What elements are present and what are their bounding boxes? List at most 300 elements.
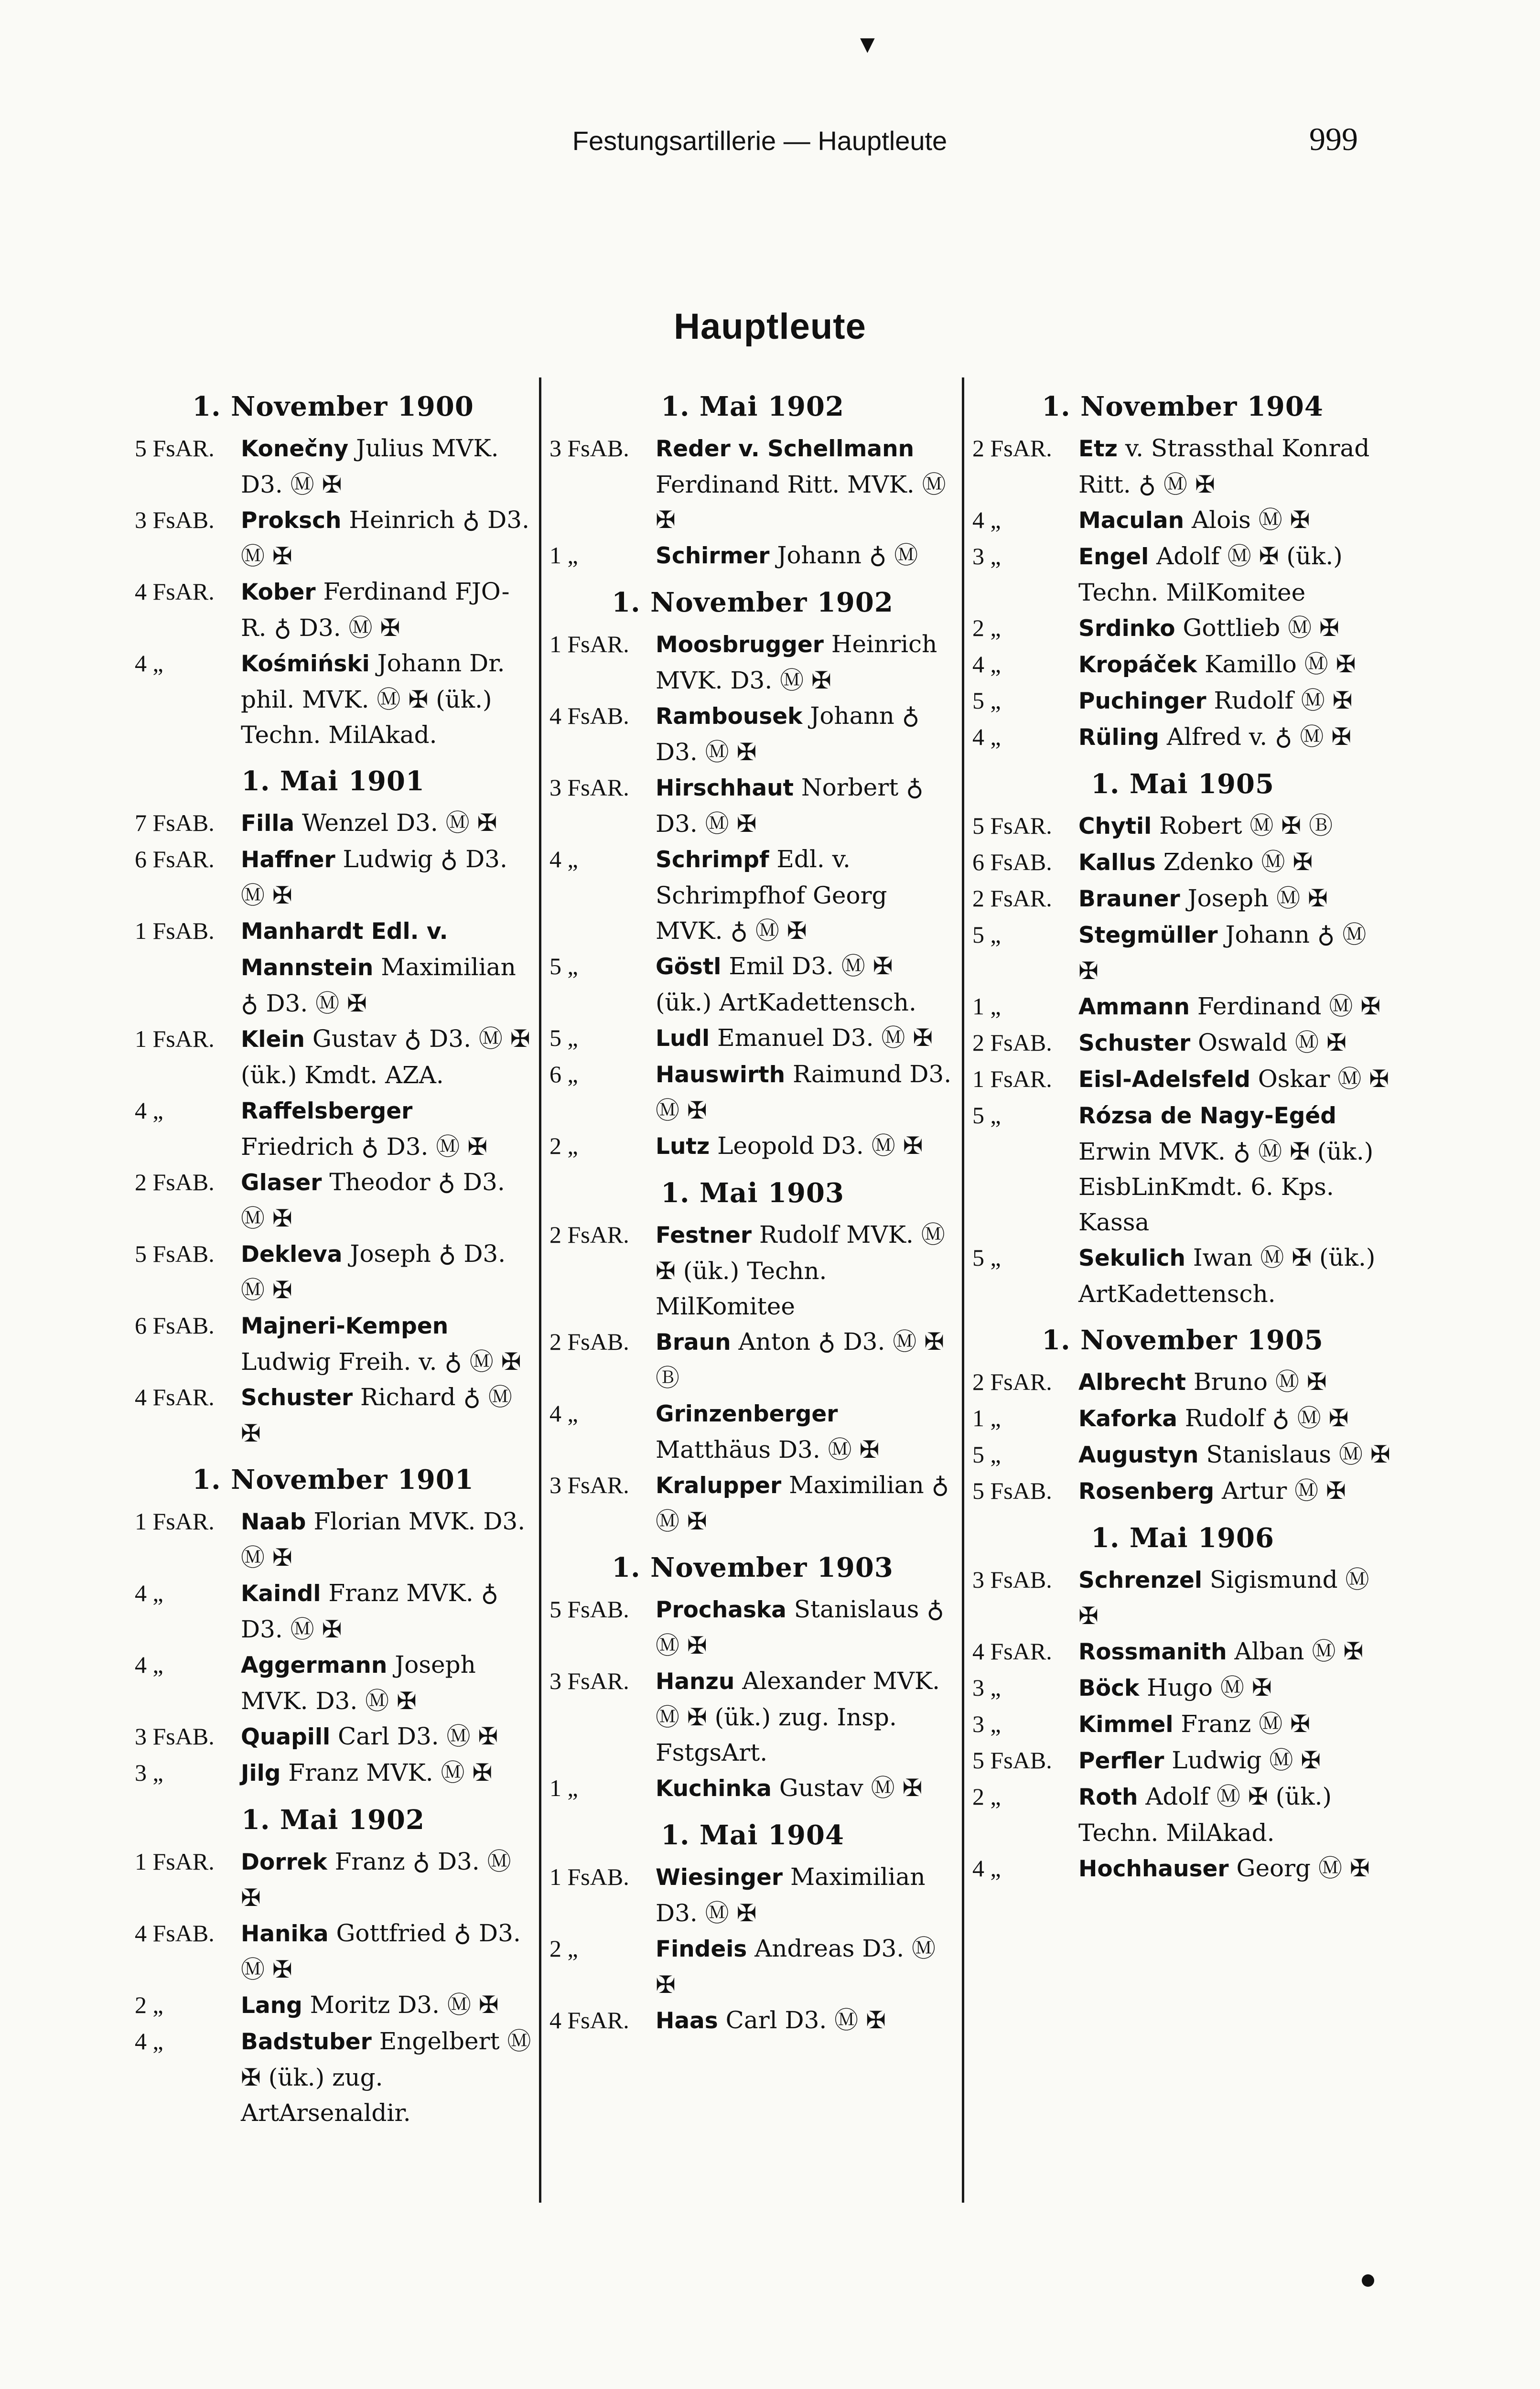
promotion-date-heading: 1. Mai 1902: [661, 391, 844, 422]
unit-label: 3 FsAR.: [549, 1668, 629, 1694]
officer-surname: Ludl: [656, 1025, 710, 1052]
entry-body: [241, 1236, 531, 1308]
officer-details: v. Strassthal Konrad Ritt. ♁ Ⓜ ✠: [1078, 434, 1370, 498]
entry-body: [656, 430, 956, 538]
unit-label: 1 „: [549, 1775, 578, 1801]
entry-body: [656, 626, 956, 698]
officer-entry: [972, 1562, 1393, 1634]
officer-surname: Kaindl: [241, 1581, 321, 1607]
officer-details: Alois Ⓜ ✠: [1184, 506, 1310, 534]
officer-details: Zdenko Ⓜ ✠: [1155, 848, 1313, 876]
officer-details: Rudolf Ⓜ ✠: [1206, 687, 1353, 714]
officer-details: Ferdinand FJO-R. ♁ D3. Ⓜ ✠: [241, 578, 510, 642]
officer-details: Ferdinand Ritt. MVK. Ⓜ ✠: [656, 471, 946, 534]
officer-surname: Moosbrugger: [656, 632, 824, 658]
entry-body: [1078, 1400, 1393, 1437]
promotion-date-heading: 1. Mai 1905: [1091, 768, 1274, 800]
officer-details: Engelbert Ⓜ ✠ (ük.) zug. ArtArsenaldir.: [241, 2027, 531, 2127]
officer-details: Stanislaus Ⓜ ✠: [1198, 1441, 1390, 1468]
entry-body: [656, 1592, 956, 1663]
officer-details: Stanislaus ♁ Ⓜ ✠: [656, 1595, 944, 1659]
officer-surname: Hanzu: [656, 1668, 735, 1695]
officer-entry: [972, 1400, 1393, 1437]
entry-body: [656, 1020, 956, 1056]
officer-details: Maximilian D3. Ⓜ ✠: [656, 1863, 926, 1927]
officer-surname: Naab: [241, 1509, 306, 1535]
officer-entry: [972, 844, 1393, 881]
officer-details: Rudolf MVK. Ⓜ ✠ (ük.) Techn. MilKomitee: [656, 1221, 945, 1320]
officer-surname: Rambousek: [656, 703, 803, 730]
printer-mark: ▼: [860, 33, 875, 55]
unit-label: 4 FsAB.: [549, 702, 629, 729]
officer-surname: Lutz: [656, 1133, 710, 1160]
section-title: Hauptleute: [674, 306, 866, 347]
entry-body: [656, 538, 956, 574]
officer-entry: [549, 1396, 956, 1467]
officer-surname: Engel: [1078, 544, 1149, 570]
officer-surname: Perfler: [1078, 1748, 1164, 1774]
officer-surname: Schrimpf: [656, 847, 769, 873]
officer-details: Kamillo Ⓜ ✠: [1197, 650, 1356, 678]
entry-body: [656, 948, 956, 1020]
entry-body: [1078, 719, 1393, 755]
officer-details: Friedrich ♁ D3. Ⓜ ✠: [241, 1133, 488, 1161]
unit-label: 5 FsAB.: [972, 1747, 1052, 1774]
unit-label: 4 „: [972, 651, 1001, 678]
officer-details: Franz MVK. ♁ D3. Ⓜ ✠: [241, 1579, 499, 1643]
entry-body: [1078, 989, 1393, 1025]
unit-label: 6 FsAB.: [135, 1312, 215, 1339]
officer-surname: Quapill: [241, 1724, 331, 1750]
entry-body: [1078, 683, 1393, 719]
officer-entry: [135, 1164, 531, 1236]
unit-label: 3 FsAB.: [972, 1566, 1052, 1593]
entry-body: [1078, 917, 1393, 989]
unit-label: 2 FsAB.: [972, 1029, 1052, 1056]
entry-body: [1078, 1061, 1393, 1098]
officer-details: Leopold D3. Ⓜ ✠: [710, 1132, 923, 1160]
unit-label: 4 „: [135, 1651, 163, 1678]
unit-label: 4 „: [135, 2028, 163, 2055]
officer-surname: Konečny: [241, 436, 349, 462]
unit-label: 5 FsAR.: [972, 812, 1052, 839]
officer-entry: [135, 1647, 531, 1719]
entry-body: [241, 1575, 531, 1647]
unit-label: 3 „: [135, 1759, 163, 1786]
officer-entry: [135, 913, 531, 1021]
column-1: [135, 389, 531, 2205]
officer-surname: Eisl-Adelsfeld: [1078, 1066, 1250, 1093]
officer-entry: [972, 808, 1393, 844]
officer-entry: [972, 881, 1393, 917]
unit-label: 1 FsAR.: [135, 1508, 215, 1535]
officer-surname: Augustyn: [1078, 1442, 1199, 1468]
entry-body: [1078, 430, 1393, 502]
officer-surname: Sekulich: [1078, 1245, 1185, 1271]
officer-entry: [549, 1056, 956, 1128]
entry-body: [1078, 1634, 1393, 1670]
officer-entry: [972, 719, 1393, 755]
officer-surname: Majneri-Kempen: [241, 1313, 449, 1339]
entry-body: [241, 2023, 531, 2131]
officer-surname: Schrenzel: [1078, 1567, 1203, 1593]
officer-details: Emil D3. Ⓜ ✠ (ük.) ArtKadettensch.: [656, 952, 916, 1016]
unit-label: 5 „: [972, 921, 1001, 948]
officer-details: Joseph ♁ D3. Ⓜ ✠: [241, 1240, 506, 1304]
officer-surname: Stegmüller: [1078, 922, 1218, 948]
entry-body: [1078, 808, 1393, 844]
officer-details: Ludwig Ⓜ ✠: [1164, 1746, 1321, 1774]
officer-entry: [972, 1670, 1393, 1706]
unit-label: 3 FsAB.: [549, 435, 629, 462]
officer-details: Edl. v. Schrimpfhof Georg MVK. ♁ Ⓜ ✠: [656, 845, 887, 945]
unit-label: 4 FsAR.: [135, 578, 215, 605]
officer-entry: [549, 948, 956, 1020]
entry-body: [241, 646, 531, 753]
officer-entry: [549, 430, 956, 538]
officer-entry: [972, 1061, 1393, 1098]
entry-body: [241, 1844, 531, 1916]
officer-details: Johann ♁ Ⓜ ✠: [1078, 921, 1367, 985]
officer-details: Johann Dr. phil. MVK. Ⓜ ✠ (ük.) Techn. MilAkad.: [241, 649, 505, 749]
officer-entry: [135, 1021, 531, 1093]
officer-surname: Ammann: [1078, 994, 1190, 1020]
officer-surname: Hauswirth: [656, 1062, 786, 1088]
officer-entry: [972, 1706, 1393, 1743]
entry-body: [656, 1396, 956, 1467]
unit-label: 3 „: [972, 1674, 1001, 1701]
officer-entry: [135, 1844, 531, 1916]
unit-label: 2 FsAR.: [972, 435, 1052, 462]
entry-body: [656, 1056, 956, 1128]
officer-surname: Kimmel: [1078, 1711, 1174, 1738]
unit-label: 3 FsAB.: [135, 506, 215, 533]
unit-label: 2 FsAB.: [135, 1169, 215, 1195]
unit-label: 4 „: [972, 723, 1001, 750]
unit-label: 4 „: [135, 650, 163, 677]
officer-entry: [549, 2002, 956, 2039]
entry-body: [656, 841, 956, 948]
officer-surname: Wiesinger: [656, 1864, 783, 1891]
officer-details: Matthäus D3. Ⓜ ✠: [656, 1436, 880, 1464]
officer-entry: [972, 1473, 1393, 1509]
entry-body: [1078, 1562, 1393, 1634]
entry-body: [656, 770, 956, 841]
officer-details: Bruno Ⓜ ✠: [1185, 1368, 1327, 1396]
officer-entry: [972, 502, 1393, 538]
unit-label: 3 FsAR.: [549, 1472, 629, 1498]
unit-label: 2 „: [972, 614, 1001, 641]
officer-entry: [135, 502, 531, 574]
entry-body: [1078, 881, 1393, 917]
entry-body: [1078, 1851, 1393, 1887]
unit-label: 2 FsAR.: [972, 1368, 1052, 1395]
entry-body: [656, 1859, 956, 1931]
officer-surname: Hanika: [241, 1921, 329, 1947]
officer-surname: Rosenberg: [1078, 1478, 1215, 1505]
promotion-date-heading: 1. Mai 1906: [1091, 1522, 1274, 1554]
unit-label: 6 FsAB.: [972, 849, 1052, 875]
officer-entry: [135, 1308, 531, 1379]
officer-surname: Manhardt Edl. v. Mannstein: [241, 918, 448, 981]
unit-label: 2 „: [549, 1132, 578, 1159]
officer-surname: Reder v. Schellmann: [656, 436, 915, 462]
unit-label: 1 FsAB.: [549, 1863, 629, 1890]
unit-label: 4 „: [972, 506, 1001, 533]
officer-details: Alexander MVK. Ⓜ ✠ (ük.) zug. Insp. FstgsArt.: [656, 1667, 940, 1766]
entry-body: [241, 841, 531, 913]
entry-body: [1078, 1025, 1393, 1061]
officer-details: Richard ♁ Ⓜ ✠: [241, 1383, 512, 1447]
officer-details: Norbert ♁ D3. Ⓜ ✠: [656, 774, 924, 838]
officer-details: Franz MVK. Ⓜ ✠: [280, 1759, 493, 1786]
unit-label: 1 FsAR.: [135, 1848, 215, 1875]
officer-surname: Kuchinka: [656, 1776, 772, 1802]
officer-entry: [135, 1379, 531, 1451]
entry-body: [241, 913, 531, 1021]
unit-label: 5 FsAB.: [135, 1240, 215, 1267]
unit-label: 4 „: [135, 1580, 163, 1606]
officer-surname: Brauner: [1078, 886, 1180, 912]
officer-entry: [972, 1025, 1393, 1061]
officer-entry: [972, 1098, 1393, 1240]
unit-label: 3 FsAR.: [549, 774, 629, 801]
officer-entry: [549, 698, 956, 770]
officer-surname: Dekleva: [241, 1241, 343, 1268]
officer-entry: [549, 1020, 956, 1056]
officer-entry: [135, 646, 531, 753]
officer-entry: [972, 1851, 1393, 1887]
entry-body: [1078, 610, 1393, 646]
officer-surname: Kośmiński: [241, 651, 370, 677]
officer-entry: [972, 538, 1393, 610]
officer-surname: Böck: [1078, 1675, 1140, 1701]
entry-body: [656, 1931, 956, 2002]
officer-details: Anton ♁ D3. Ⓜ ✠ Ⓑ: [656, 1328, 945, 1392]
unit-label: 1 FsAR.: [135, 1025, 215, 1052]
entry-body: [1078, 538, 1393, 610]
officer-surname: Kaforka: [1078, 1406, 1178, 1432]
promotion-date-heading: 1. November 1902: [612, 587, 894, 618]
unit-label: 5 „: [549, 1024, 578, 1051]
officer-surname: Haffner: [241, 847, 335, 873]
entry-body: [1078, 1779, 1393, 1851]
officer-surname: Kropáček: [1078, 652, 1197, 678]
officer-entry: [972, 646, 1393, 683]
officer-details: Maximilian ♁ Ⓜ ✠: [656, 1471, 949, 1535]
unit-label: 1 FsAR.: [972, 1065, 1052, 1092]
officer-details: Wenzel D3. Ⓜ ✠: [294, 809, 497, 837]
promotion-date-heading: 1. November 1904: [1042, 391, 1324, 422]
unit-label: 4 FsAR.: [135, 1384, 215, 1410]
officer-surname: Roth: [1078, 1784, 1138, 1810]
officer-details: Johann ♁ D3. Ⓜ ✠: [656, 702, 920, 766]
officer-entry: [549, 1931, 956, 2002]
unit-label: 7 FsAB.: [135, 809, 215, 836]
officer-details: Moritz D3. Ⓜ ✠: [302, 1991, 499, 2019]
running-title: Festungsartillerie — Hauptleute: [572, 126, 948, 156]
entry-body: [656, 1128, 956, 1164]
officer-details: Robert Ⓜ ✠ Ⓑ: [1152, 812, 1333, 839]
officer-details: Adolf Ⓜ ✠ (ük.) Techn. MilAkad.: [1078, 1783, 1332, 1847]
promotion-date-heading: 1. Mai 1903: [661, 1177, 844, 1209]
officer-surname: Klein: [241, 1026, 305, 1053]
officer-surname: Etz: [1078, 436, 1118, 462]
promotion-date-heading: 1. Mai 1904: [661, 1819, 844, 1851]
officer-surname: Maculan: [1078, 507, 1185, 534]
entry-body: [1078, 1743, 1393, 1779]
entry-body: [1078, 1098, 1393, 1240]
unit-label: 4 FsAB.: [135, 1920, 215, 1947]
officer-surname: Chytil: [1078, 813, 1152, 839]
officer-details: Oskar Ⓜ ✠: [1250, 1065, 1389, 1093]
entry-body: [1078, 502, 1393, 538]
officer-surname: Rózsa de Nagy-Egéd: [1078, 1103, 1336, 1129]
officer-details: Theodor ♁ D3. Ⓜ ✠: [241, 1168, 505, 1232]
officer-surname: Aggermann: [241, 1652, 388, 1679]
unit-label: 1 FsAR.: [549, 631, 629, 657]
officer-surname: Filla: [241, 810, 295, 837]
officer-surname: Albrecht: [1078, 1369, 1186, 1396]
officer-entry: [549, 1217, 956, 1324]
unit-label: 5 „: [549, 953, 578, 979]
officer-entry: [972, 989, 1393, 1025]
entry-body: [241, 1647, 531, 1719]
officer-surname: Proksch: [241, 507, 342, 534]
officer-details: Georg Ⓜ ✠: [1228, 1854, 1370, 1882]
officer-surname: Festner: [656, 1222, 752, 1248]
officer-entry: [135, 1719, 531, 1755]
officer-details: Artur Ⓜ ✠: [1214, 1477, 1346, 1505]
unit-label: 1 „: [972, 993, 1001, 1020]
unit-label: 2 FsAR.: [972, 885, 1052, 912]
entry-body: [1078, 1670, 1393, 1706]
promotion-date-heading: 1. November 1901: [192, 1464, 474, 1496]
officer-surname: Kallus: [1078, 850, 1156, 876]
unit-label: 4 „: [972, 1855, 1001, 1882]
entry-body: [1078, 1473, 1393, 1509]
entry-body: [1078, 1364, 1393, 1400]
officer-details: Raimund D3. Ⓜ ✠: [656, 1060, 952, 1124]
officer-entry: [549, 1859, 956, 1931]
officer-details: Florian MVK. D3. Ⓜ ✠: [241, 1507, 526, 1571]
officer-details: Carl D3. Ⓜ ✠: [718, 2006, 886, 2034]
officer-surname: Grinzenberger: [656, 1401, 838, 1427]
officer-entry: [549, 1128, 956, 1164]
unit-label: 2 FsAB.: [549, 1328, 629, 1355]
officer-details: Oswald Ⓜ ✠: [1190, 1029, 1346, 1056]
officer-surname: Kralupper: [656, 1473, 782, 1499]
unit-label: 4 „: [135, 1097, 163, 1124]
promotion-date-heading: 1. November 1905: [1042, 1324, 1324, 1356]
promotion-date-heading: 1. Mai 1901: [241, 765, 425, 797]
unit-label: 6 „: [549, 1061, 578, 1087]
unit-label: 5 „: [972, 1441, 1001, 1468]
entry-body: [241, 1755, 531, 1791]
officer-surname: Puchinger: [1078, 688, 1206, 714]
officer-details: Heinrich ♁ D3. Ⓜ ✠: [241, 506, 529, 570]
officer-entry: [972, 1240, 1393, 1312]
officer-entry: [135, 1987, 531, 2023]
entry-body: [241, 574, 531, 646]
officer-entry: [135, 1755, 531, 1791]
officer-surname: Schirmer: [656, 543, 770, 569]
officer-details: Adolf Ⓜ ✠ (ük.) Techn. MilKomitee: [1078, 542, 1343, 606]
officer-surname: Rossmanith: [1078, 1639, 1227, 1665]
unit-label: 5 FsAB.: [549, 1596, 629, 1623]
officer-entry: [135, 430, 531, 502]
unit-label: 4 FsAR.: [972, 1638, 1052, 1665]
officer-entry: [549, 1663, 956, 1770]
officer-entry: [972, 683, 1393, 719]
unit-label: 4 „: [549, 1400, 578, 1427]
unit-label: 2 FsAR.: [549, 1221, 629, 1248]
officer-entry: [549, 770, 956, 841]
entry-body: [241, 1021, 531, 1093]
officer-surname: Glaser: [241, 1170, 322, 1196]
unit-label: 1 „: [972, 1405, 1001, 1431]
unit-label: 1 „: [549, 542, 578, 569]
officer-entry: [972, 430, 1393, 502]
unit-label: 5 „: [972, 1244, 1001, 1271]
officer-details: Andreas D3. Ⓜ ✠: [656, 1935, 936, 1999]
column-divider: [539, 377, 541, 2203]
officer-entry: [135, 1916, 531, 1987]
officer-surname: Badstuber: [241, 2029, 372, 2055]
officer-entry: [972, 1437, 1393, 1473]
officer-entry: [549, 626, 956, 698]
officer-details: Hugo Ⓜ ✠: [1139, 1674, 1272, 1701]
officer-surname: Hirschhaut: [656, 775, 794, 801]
officer-details: Joseph Ⓜ ✠: [1180, 884, 1328, 912]
officer-entry: [972, 1779, 1393, 1851]
officer-details: Heinrich MVK. D3. Ⓜ ✠: [656, 630, 937, 694]
officer-surname: Göstl: [656, 954, 722, 980]
entry-body: [241, 1164, 531, 1236]
ink-dot: [1362, 2274, 1374, 2287]
officer-entry: [549, 1467, 956, 1539]
unit-label: 5 „: [972, 687, 1001, 714]
unit-label: 5 „: [972, 1102, 1001, 1129]
officer-surname: Schuster: [1078, 1030, 1191, 1056]
officer-details: Gottfried ♁ D3. Ⓜ ✠: [241, 1919, 521, 1983]
officer-details: Joseph MVK. D3. Ⓜ ✠: [241, 1651, 476, 1715]
officer-details: Maximilian ♁ D3. Ⓜ ✠: [241, 953, 516, 1017]
officer-entry: [972, 1634, 1393, 1670]
officer-details: Franz ♁ D3. Ⓜ ✠: [241, 1848, 511, 1912]
officer-entry: [135, 1575, 531, 1647]
officer-details: Ludwig Freih. v. ♁ Ⓜ ✠: [241, 1348, 521, 1376]
officer-entry: [549, 841, 956, 948]
officer-surname: Kober: [241, 579, 316, 605]
officer-surname: Dorrek: [241, 1849, 327, 1875]
column-3: [972, 389, 1393, 2205]
entry-body: [1078, 646, 1393, 683]
officer-details: Emanuel D3. Ⓜ ✠: [710, 1024, 933, 1052]
officer-entry: [972, 917, 1393, 989]
unit-label: 5 FsAR.: [135, 435, 215, 462]
entry-body: [241, 1093, 531, 1164]
entry-body: [656, 698, 956, 770]
officer-details: Gustav ♁ D3. Ⓜ ✠ (ük.) Kmdt. AZA.: [241, 1025, 530, 1089]
unit-label: 2 „: [549, 1935, 578, 1962]
unit-label: 5 FsAB.: [972, 1477, 1052, 1504]
promotion-date-heading: 1. November 1900: [192, 391, 474, 422]
entry-body: [241, 1987, 531, 2023]
officer-entry: [972, 610, 1393, 646]
entry-body: [241, 430, 531, 502]
unit-label: 1 FsAB.: [135, 917, 215, 944]
